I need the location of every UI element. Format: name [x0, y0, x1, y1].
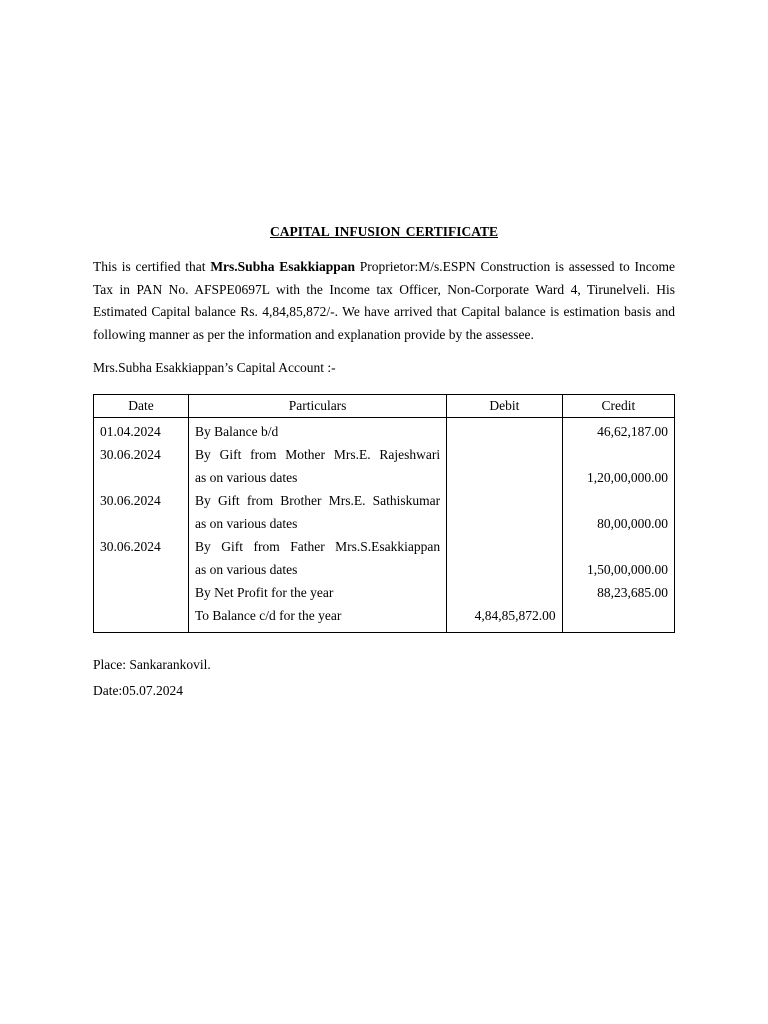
date-line: Date:05.07.2024 [93, 683, 183, 698]
certificate-paragraph [93, 256, 675, 346]
cell-date [94, 559, 189, 582]
cell-credit [562, 535, 674, 558]
cell-date [94, 582, 189, 605]
cell-debit: 4,84,85,872.00 [447, 605, 563, 633]
cell-particulars: By Net Profit for the year [189, 582, 447, 605]
table-header-row [94, 395, 675, 418]
cell-particulars: as on various dates [189, 512, 447, 535]
table-row [94, 582, 675, 605]
cell-date: 30.06.2024 [94, 443, 189, 466]
cell-particulars: To Balance c/d for the year [189, 605, 447, 633]
table-row [94, 418, 675, 444]
table-row [94, 605, 675, 633]
table-row [94, 489, 675, 512]
cell-particulars-text: By Gift from Brother Mrs.E. Sathiskumar [195, 492, 441, 508]
certificate-title: CAPITAL INFUSION CERTIFICATE [269, 224, 499, 239]
cell-credit [562, 443, 674, 466]
paragraph-body: Proprietor:M/s.ESPN Construction is assessed to Income Tax in PAN No. AFSPE0697L with the Income tax Officer, Non-Corporate Ward 4, Tirunelveli. His Estimated Capital balance Rs. 4,84,85,872/-. We have arrived that Capital balance is estimation basis and following manner as per the information and explanation provide by the assessee. [93, 259, 676, 342]
cell-date: 30.06.2024 [94, 489, 189, 512]
cell-particulars [189, 489, 447, 512]
cell-credit [562, 489, 674, 512]
capital-account-table [93, 394, 675, 633]
cell-date: 30.06.2024 [94, 535, 189, 558]
table-row [94, 443, 675, 466]
cell-credit: 88,23,685.00 [562, 582, 674, 605]
cell-particulars [189, 443, 447, 466]
cell-date [94, 512, 189, 535]
paragraph-intro: This is certified that [93, 259, 211, 274]
table-row [94, 466, 675, 489]
header-credit: Credit [562, 395, 674, 418]
cell-credit: 1,20,00,000.00 [562, 466, 674, 489]
table-row [94, 559, 675, 582]
cell-particulars-text: By Gift from Mother Mrs.E. Rajeshwari [195, 446, 441, 462]
cell-debit [447, 489, 563, 512]
cell-debit [447, 466, 563, 489]
header-particulars: Particulars [189, 395, 447, 418]
cell-particulars: as on various dates [189, 466, 447, 489]
cell-credit [562, 605, 674, 633]
table-row [94, 535, 675, 558]
cell-particulars [189, 535, 447, 558]
cell-credit: 80,00,000.00 [562, 512, 674, 535]
place-line: Place: Sankarankovil. [93, 657, 211, 672]
cell-date [94, 466, 189, 489]
capital-account-heading: Mrs.Subha Esakkiappan’s Capital Account :- [93, 360, 336, 375]
cell-debit [447, 535, 563, 558]
header-debit: Debit [447, 395, 563, 418]
assessee-name: Mrs.Subha Esakkiappan [210, 259, 356, 274]
table-row [94, 512, 675, 535]
cell-debit [447, 559, 563, 582]
cell-particulars: as on various dates [189, 559, 447, 582]
cell-date [94, 605, 189, 633]
cell-particulars: By Balance b/d [189, 418, 447, 444]
cell-debit [447, 512, 563, 535]
cell-credit: 46,62,187.00 [562, 418, 674, 444]
header-date: Date [94, 395, 189, 418]
cell-debit [447, 582, 563, 605]
cell-particulars-text: By Gift from Father Mrs.S.Esakkiappan [195, 539, 441, 555]
cell-credit: 1,50,00,000.00 [562, 559, 674, 582]
cell-date: 01.04.2024 [94, 418, 189, 444]
cell-debit [447, 418, 563, 444]
cell-debit [447, 443, 563, 466]
